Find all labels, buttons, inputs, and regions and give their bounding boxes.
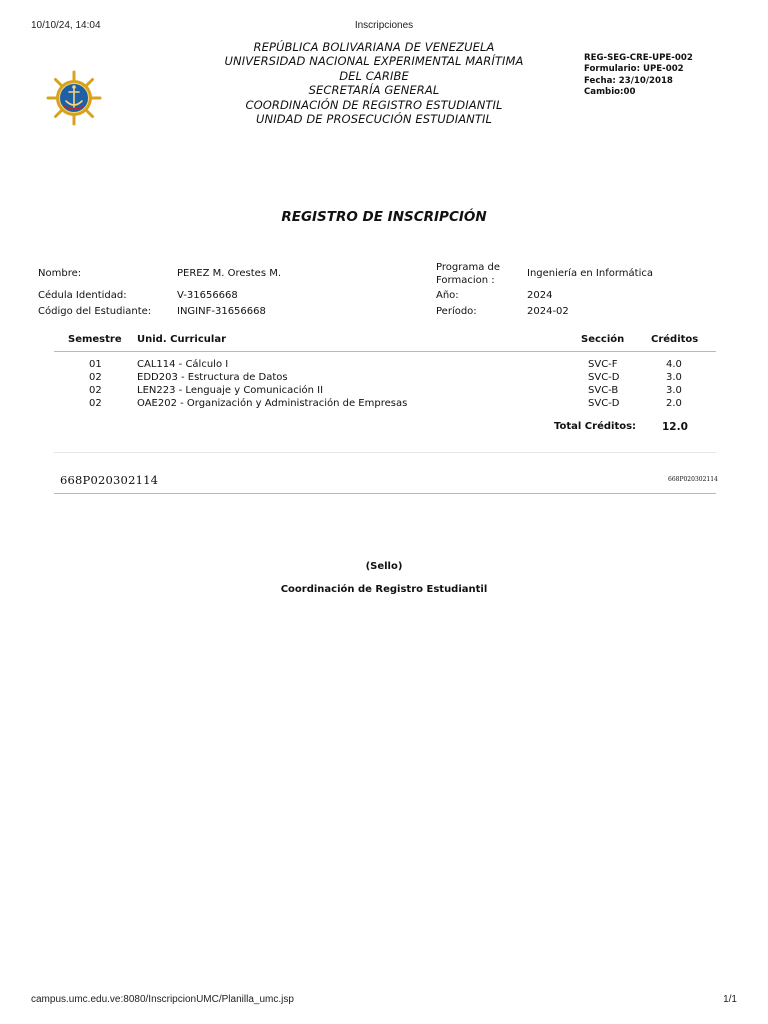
row-unit: EDD203 - Estructura de Datos [137,372,288,383]
name-label: Nombre: [38,268,82,279]
student-code: INGINF-31656668 [177,306,266,317]
year-label: Año: [436,290,459,301]
student-period: 2024-02 [527,306,569,317]
student-name: PEREZ M. Orestes M. [177,268,282,279]
table-row [0,372,768,385]
row-credits: 2.0 [666,398,682,409]
header-unit: Unid. Curricular [137,334,227,345]
form-code-line: Cambio:00 [584,87,636,98]
form-code-line: Fecha: 23/10/2018 [584,75,673,86]
header-section: Sección [581,334,625,345]
row-section: SVC-B [588,385,619,396]
form-code-line: Formulario: UPE-002 [584,64,684,75]
header-divider [54,351,716,352]
table-row [0,359,768,372]
row-section: SVC-D [588,372,620,383]
seal-label: (Sello) [365,561,403,572]
total-credits-value: 12.0 [662,421,688,433]
form-code-block [584,53,693,99]
total-credits-label: Total Créditos: [554,421,637,432]
table-row [0,398,768,411]
student-year: 2024 [527,290,553,301]
row-semester: 01 [89,359,102,370]
period-label: Período: [436,306,477,317]
program-label: Programa de Formacion : [436,262,500,286]
row-semester: 02 [89,398,102,409]
student-program: Ingeniería en Informática [527,268,653,279]
institution-line: DEL CARIBE [339,68,409,83]
coordination-label: Coordinación de Registro Estudiantil [280,584,488,595]
form-code-line: REG-SEG-CRE-UPE-002 [584,53,693,63]
student-id: V-31656668 [177,290,238,301]
institution-line: SECRETARÍA GENERAL [308,83,440,98]
row-section: SVC-F [588,359,618,370]
print-datetime: 10/10/24, 14:04 [31,20,101,31]
row-semester: 02 [89,385,102,396]
id-label: Cédula Identidad: [38,290,127,301]
institution-line: UNIVERSIDAD NACIONAL EXPERIMENTAL MARÍTIMA [224,54,524,69]
print-title: Inscripciones [354,20,414,31]
institution-line: COORDINACIÓN DE REGISTRO ESTUDIANTIL [245,97,503,112]
barcode-divider [54,493,716,494]
student-code-label: Código del Estudiante: [38,306,152,317]
header-semester: Semestre [68,334,122,345]
institution-heading [170,40,578,126]
print-page-number: 1/1 [723,994,737,1005]
document-title: REGISTRO DE INSCRIPCIÓN [281,209,487,225]
row-section: SVC-D [588,398,620,409]
barcode-small-text: 668P020302114 [668,476,718,483]
row-semester: 02 [89,372,102,383]
university-logo [46,70,102,126]
row-unit: LEN223 - Lenguaje y Comunicación II [137,385,324,396]
header-credits: Créditos [651,334,699,345]
row-unit: OAE202 - Organización y Administración de Empresas [137,398,408,409]
row-credits: 4.0 [666,359,682,370]
section-divider [54,452,716,453]
barcode-text: 668P020302114 [60,473,159,487]
row-credits: 3.0 [666,385,682,396]
row-unit: CAL114 - Cálculo I [137,359,229,370]
institution-line: REPÚBLICA BOLIVARIANA DE VENEZUELA [253,40,495,54]
institution-line: UNIDAD DE PROSECUCIÓN ESTUDIANTIL [256,112,492,127]
print-url: campus.umc.edu.ve:8080/InscripcionUMC/Planilla_umc.jsp [31,994,294,1005]
row-credits: 3.0 [666,372,682,383]
table-row [0,385,768,398]
